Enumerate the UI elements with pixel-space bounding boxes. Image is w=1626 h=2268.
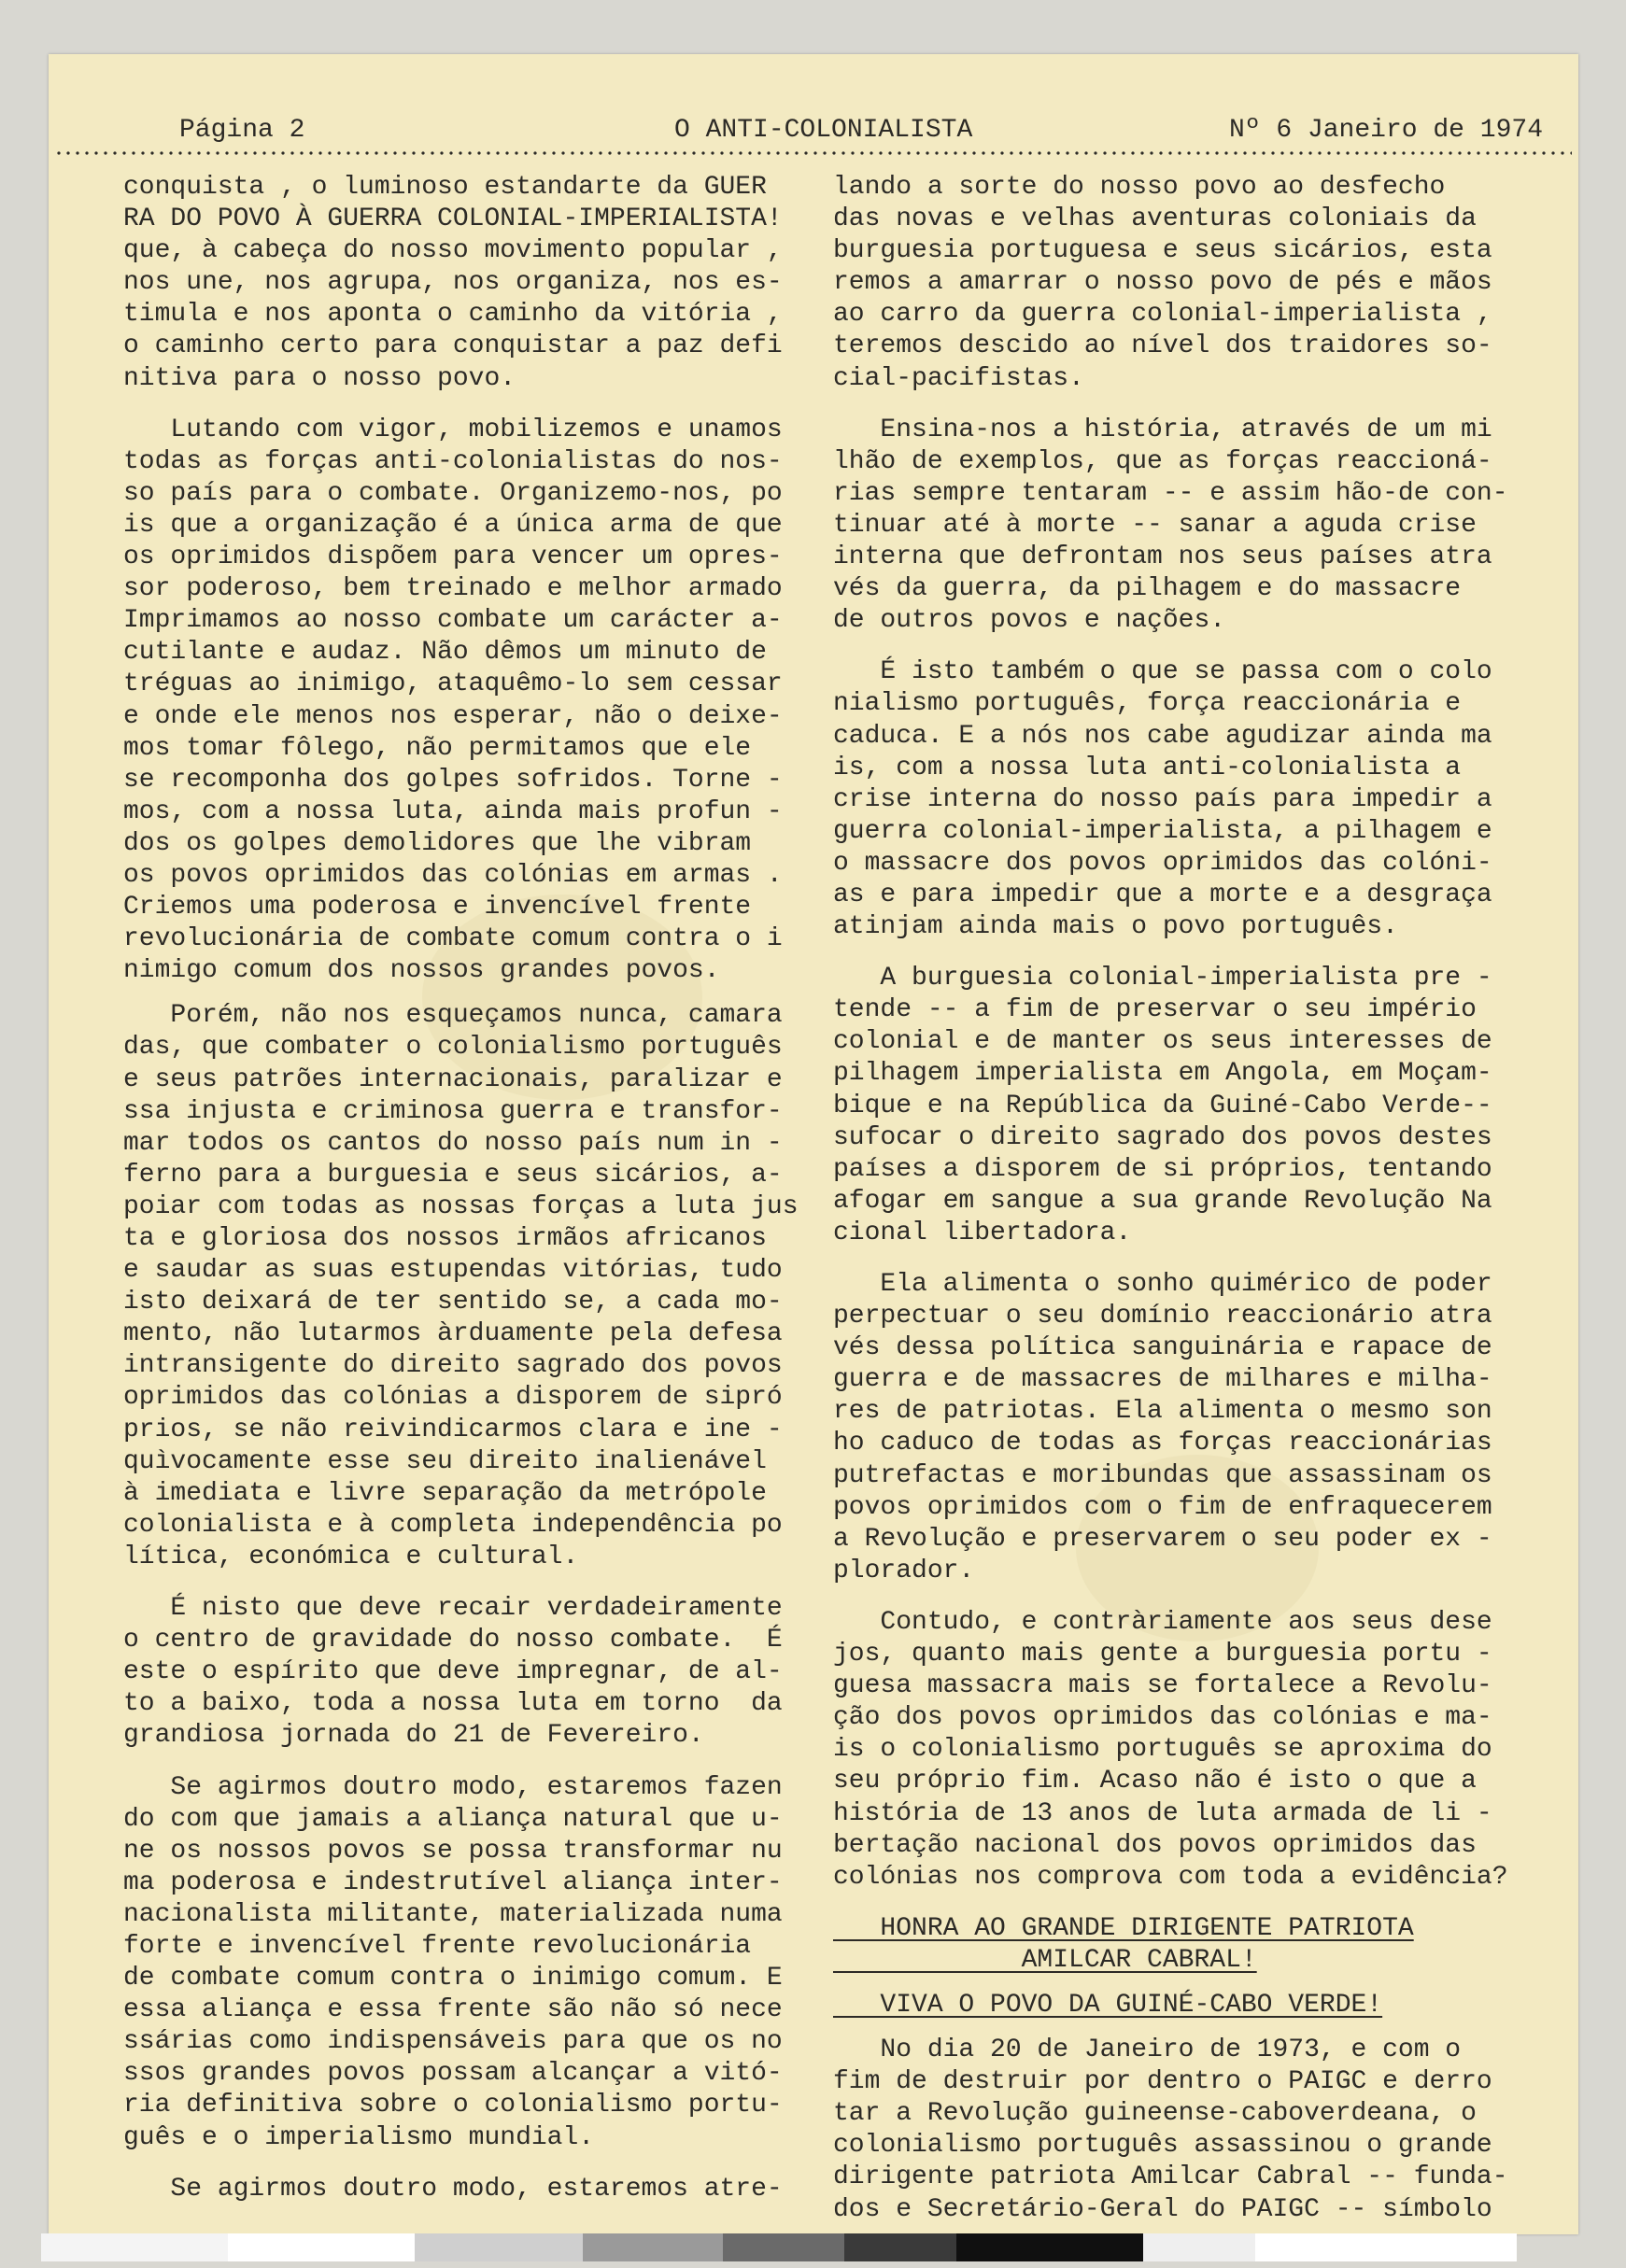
text-line: intransigente do direito sagrado dos povos (123, 1351, 783, 1381)
text-line: e onde ele menos nos esperar, não o deixe- (123, 701, 783, 731)
text-line: povos oprimidos com o fim de enfraquecerem (833, 1492, 1492, 1522)
text-line: das novas e velhas aventuras coloniais da (833, 204, 1477, 234)
text-line: conquista , o luminoso estandarte da GUER (123, 173, 767, 202)
text-line: No dia 20 de Janeiro de 1973, e com o (833, 2036, 1462, 2065)
text-line: colonialismo português assassinou o grande (833, 2131, 1492, 2161)
text-line: ria definitiva sobre o colonialismo portu- (123, 2091, 783, 2120)
text-line: nitiva para o nosso povo. (123, 363, 516, 393)
text-line: que, à cabeça do nosso movimento popular , (123, 236, 783, 266)
text-line: do com que jamais a aliança natural que u- (123, 1804, 783, 1834)
text-line: história de 13 anos de luta armada de li - (833, 1798, 1492, 1828)
text-line: nos une, nos agrupa, nos organiza, nos es- (123, 268, 783, 298)
text-line: ho caduco de todas as forças reaccionárias (833, 1429, 1492, 1458)
text-line: dos os golpes demolidores que lhe vibram (123, 828, 752, 858)
page-header (123, 116, 1562, 153)
text-line: guês e o imperialismo mundial. (123, 2122, 595, 2152)
paragraph-gap (833, 1894, 1571, 1913)
text-line: países a disporem de si próprios, tentando (833, 1154, 1492, 1184)
text-line: is o colonialismo português se aproxima do (833, 1735, 1492, 1765)
paragraph-gap (123, 987, 861, 1000)
text-line: nimigo comum dos nossos grandes povos. (123, 956, 720, 986)
text-line: se recomponha dos golpes sofridos. Torne - (123, 765, 783, 795)
text-line: dirigente patriota Amilcar Cabral -- funda- (833, 2162, 1508, 2192)
text-line: ssos grandes povos possam alcançar a vitó- (123, 2059, 783, 2089)
text-line: este o espírito que deve impregnar, de al- (123, 1657, 783, 1687)
color-scale-bar (41, 2233, 1517, 2261)
text-line: seu próprio fim. Acaso não é isto o que a (833, 1767, 1477, 1796)
scale-segment (1143, 2233, 1255, 2261)
text-line: Criemos uma poderosa e invencível frente (123, 893, 752, 923)
text-line: quìvocamente esse seu direito inalienável (123, 1446, 767, 1476)
text-line: Ensina-nos a história, através de um mi (833, 415, 1492, 444)
text-line: isto deixará de ter sentido se, a cada mo- (123, 1288, 783, 1317)
text-line: mar todos os cantos do nosso país num in - (123, 1128, 783, 1158)
text-line: pilhagem imperialista em Angola, em Moçam- (833, 1059, 1492, 1089)
slogan-line: VIVA O POVO DA GUINÉ-CABO VERDE! (833, 1990, 1383, 2020)
paragraph-gap (833, 2021, 1571, 2035)
paper-sheet (49, 54, 1578, 2234)
text-line: caduca. E a nós nos cabe agudizar ainda ma (833, 721, 1492, 751)
right-column (833, 172, 1571, 2226)
text-line: bertação nacional dos povos oprimidos das (833, 1830, 1477, 1860)
text-line: forte e invencível frente revolucionária (123, 1931, 752, 1961)
slogan-line: AMILCAR CABRAL! (833, 1945, 1257, 1975)
paragraph-gap (833, 1587, 1571, 1607)
text-line: cutilante e audaz. Não dêmos um minuto de (123, 638, 767, 668)
text-line: Ela alimenta o sonho quimérico de poder (833, 1270, 1492, 1299)
text-line: ao carro da guerra colonial-imperialista , (833, 300, 1492, 330)
text-line: nacionalista militante, materializada numa (123, 1899, 783, 1929)
text-line: dos e Secretário-Geral do PAIGC -- símbolo (833, 2194, 1492, 2224)
text-line: cial-pacifistas. (833, 363, 1084, 393)
text-line: sor poderoso, bem treinado e melhor armado (123, 574, 783, 604)
text-line: ção dos povos oprimidos das colónias e ma- (833, 1703, 1492, 1733)
paragraph-gap (123, 1573, 861, 1593)
dotted-separator (54, 149, 1572, 157)
text-line: is, com a nossa luta anti-colonialista a (833, 753, 1462, 782)
text-line: ne os nossos povos se possa transformar nu (123, 1836, 783, 1866)
scale-segment (583, 2233, 723, 2261)
text-line: crise interna do nosso país para impedir a (833, 784, 1492, 814)
text-line: jos, quanto mais gente a burguesia portu - (833, 1640, 1492, 1669)
text-line: o massacre dos povos oprimidos das colóni- (833, 848, 1492, 878)
text-line: fim de destruir por dentro o PAIGC e derro (833, 2067, 1492, 2097)
text-line: res de patriotas. Ela alimenta o mesmo son (833, 1397, 1492, 1427)
page-number: Página 2 (179, 116, 305, 145)
text-line: os oprimidos dispõem para vencer um opres- (123, 542, 783, 572)
text-line: os povos oprimidos das colónias em armas . (123, 860, 783, 890)
paragraph-gap (833, 395, 1571, 415)
text-line: tende -- a fim de preservar o seu império (833, 995, 1477, 1025)
text-line: is que a organização é a única arma de que (123, 510, 783, 540)
newspaper-title: O ANTI-COLONIALISTA (674, 116, 973, 145)
text-line: revolucionária de combate comum contra o i (123, 924, 783, 954)
text-line: ta e gloriosa dos nossos irmãos africanos (123, 1224, 767, 1253)
text-line: colonialista e à completa independência po (123, 1510, 783, 1540)
text-line: tar a Revolução guineense-caboverdeana, o (833, 2099, 1477, 2129)
paragraph-gap (123, 395, 861, 415)
text-line: oprimidos das colónias a disporem de sipró (123, 1383, 783, 1413)
text-line: lhão de exemplos, que as forças reaccioná- (833, 446, 1492, 476)
text-line: ferno para a burguesia e seus sicários, a- (123, 1160, 783, 1190)
text-line: Contudo, e contràriamente aos seus dese (833, 1607, 1492, 1637)
scale-segment (956, 2233, 1143, 2261)
text-line: guesa massacra mais se fortalece a Revolu- (833, 1671, 1492, 1701)
text-line: remos a amarrar o nosso povo de pés e mãos (833, 268, 1492, 298)
text-line: tinuar até à morte -- sanar a aguda crise (833, 510, 1477, 540)
text-line: mos, com a nossa luta, ainda mais profun - (123, 796, 783, 826)
text-line: o centro de gravidade do nosso combate. É (123, 1626, 783, 1655)
paragraph-gap (833, 1249, 1571, 1269)
text-line: A burguesia colonial-imperialista pre - (833, 964, 1492, 993)
text-line: colonial e de manter os seus interesses de (833, 1027, 1492, 1057)
text-line: e seus patrões internacionais, paralizar e (123, 1064, 783, 1094)
text-line: ma poderosa e indestrutível aliança inter- (123, 1867, 783, 1897)
text-line: lando a sorte do nosso povo ao desfecho (833, 173, 1446, 202)
text-line: de combate comum contra o inimigo comum. E (123, 1964, 783, 1993)
text-line: Imprimamos ao nosso combate um carácter a- (123, 606, 783, 636)
text-line: colónias nos comprova com toda a evidência? (833, 1862, 1508, 1892)
text-line: sufocar o direito sagrado dos povos destes (833, 1122, 1492, 1152)
text-line: RA DO POVO À GUERRA COLONIAL-IMPERIALISTA! (123, 204, 783, 234)
text-line: plorador. (833, 1556, 975, 1585)
text-line: guerra e de massacres de milhares e milha- (833, 1365, 1492, 1395)
text-line: as e para impedir que a morte e a desgraça (833, 880, 1492, 909)
text-line: e saudar as suas estupendas vitórias, tudo (123, 1256, 783, 1286)
paragraph-gap (833, 637, 1571, 656)
text-line: perpectuar o seu domínio reaccionário atra (833, 1302, 1492, 1331)
text-line: o caminho certo para conquistar a paz defi (123, 331, 783, 361)
text-line: tréguas ao inimigo, ataquêmo-lo sem cessar (123, 669, 783, 699)
text-line: ssárias como indispensáveis para que os no (123, 2027, 783, 2057)
text-line: nialismo português, força reaccionária e (833, 689, 1462, 719)
text-line: todas as forças anti-colonialistas do nos- (123, 446, 783, 476)
text-line: interna que defrontam nos seus países atra (833, 542, 1492, 572)
left-column (123, 172, 861, 2205)
issue-date: Nº 6 Janeiro de 1974 (1228, 116, 1543, 145)
text-line: cional libertadora. (833, 1218, 1132, 1247)
text-line: das, que combater o colonialismo português (123, 1033, 783, 1063)
scale-segment (1255, 2233, 1517, 2261)
text-line: atinjam ainda mais o povo português. (833, 912, 1398, 942)
paragraph-gap (123, 1753, 861, 1772)
paragraph-gap (833, 943, 1571, 963)
text-line: timula e nos aponta o caminho da vitória , (123, 300, 783, 330)
text-line: É nisto que deve recair verdadeiramente (123, 1594, 783, 1624)
text-line: so país para o combate. Organizemo-nos, po (123, 478, 783, 508)
text-line: teremos descido ao nível dos traidores so- (833, 331, 1492, 361)
scale-segment (41, 2233, 228, 2261)
text-line: de outros povos e nações. (833, 606, 1226, 636)
text-line: ssa injusta e criminosa guerra e transfor- (123, 1096, 783, 1126)
scale-segment (844, 2233, 956, 2261)
text-line: bique e na República da Guiné-Cabo Verde-- (833, 1091, 1492, 1120)
text-line: à imediata e livre separação da metrópole (123, 1478, 767, 1508)
text-line: to a baixo, toda a nossa luta em torno da (123, 1689, 783, 1719)
scale-segment (228, 2233, 415, 2261)
paragraph-gap (123, 2154, 861, 2174)
text-line: lítica, económica e cultural. (123, 1542, 579, 1571)
text-line: Se agirmos doutro modo, estaremos atre- (123, 2174, 783, 2204)
text-line: mos tomar fôlego, não permitamos que ele (123, 733, 752, 763)
text-line: Lutando com vigor, mobilizemos e unamos (123, 415, 783, 444)
text-line: afogar em sangue a sua grande Revolução Na (833, 1186, 1492, 1216)
text-line: rias sempre tentaram -- e assim hão-de con- (833, 478, 1508, 508)
text-line: vés dessa política sanguinária e rapace de (833, 1333, 1492, 1363)
scale-segment (415, 2233, 583, 2261)
text-line: vés da guerra, da pilhagem e do massacre (833, 574, 1462, 604)
scale-segment (723, 2233, 844, 2261)
text-line: É isto também o que se passa com o colo (833, 657, 1492, 687)
text-line: prios, se não reivindicarmos clara e ine - (123, 1415, 783, 1444)
text-line: a Revolução e preservarem o seu poder ex - (833, 1524, 1492, 1554)
text-line: essa aliança e essa frente são não só nece (123, 1995, 783, 2025)
text-line: guerra colonial-imperialista, a pilhagem e (833, 816, 1492, 846)
slogan-line: HONRA AO GRANDE DIRIGENTE PATRIOTA (833, 1913, 1414, 1943)
text-line: Se agirmos doutro modo, estaremos fazen (123, 1772, 783, 1802)
paragraph-gap (833, 1977, 1571, 1990)
text-line: Porém, não nos esqueçamos nunca, camara (123, 1001, 783, 1031)
text-line: mento, não lutarmos àrduamente pela defesa (123, 1319, 783, 1349)
text-line: burguesia portuguesa e seus sicários, esta (833, 236, 1492, 266)
text-line: putrefactas e moribundas que assassinam os (833, 1460, 1492, 1490)
text-line: grandiosa jornada do 21 de Fevereiro. (123, 1721, 704, 1751)
text-line: poiar com todas as nossas forças a luta jus (123, 1191, 799, 1221)
